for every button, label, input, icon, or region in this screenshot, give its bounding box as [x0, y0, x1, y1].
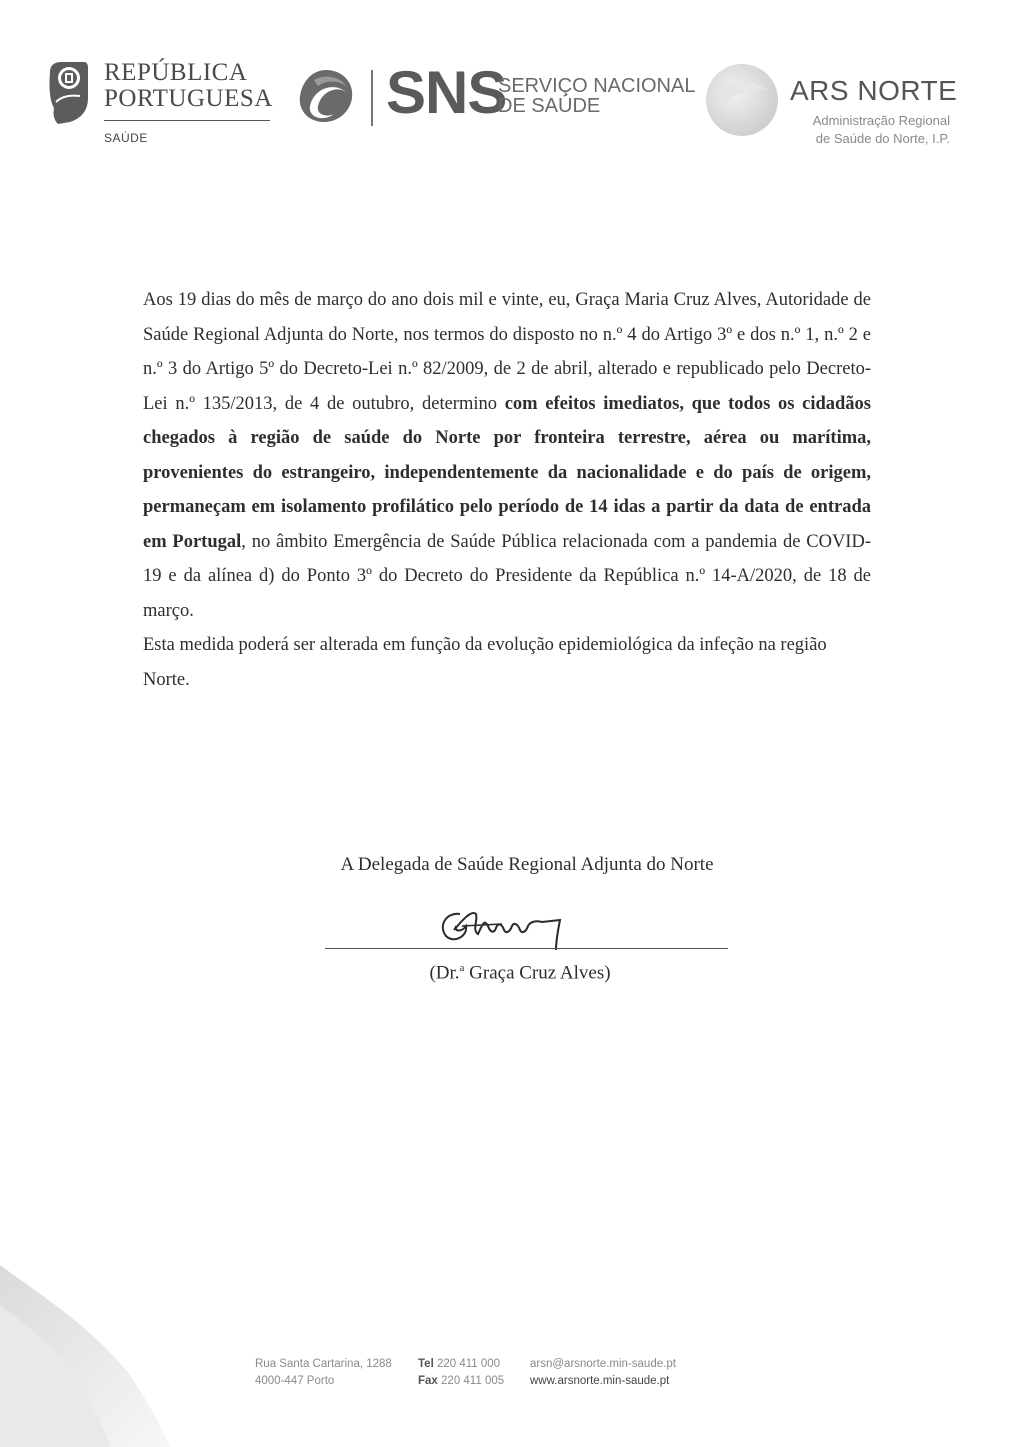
paragraph-legal-basis: , no âmbito Emergência de Saúde Pública relacionada com a pandemia de COVID-19 e da alínea d) do Ponto 3º do Decreto do Presidente da República n.º 14-A/2020, de 18 de março. [143, 531, 871, 621]
footer-fax-label: Fax [418, 1375, 438, 1387]
ars-sub-line1: Administração Regional [812, 113, 950, 128]
sns-name-line1: SERVIÇO NACIONAL [498, 75, 696, 97]
footer-contacts [530, 1356, 676, 1390]
signer-title-superscript: a [459, 962, 465, 974]
footer-address-line2: 4000-447 Porto [255, 1375, 335, 1387]
sns-full-name [498, 76, 695, 116]
republica-portuguesa-wordmark [104, 60, 273, 112]
republica-line2: PORTUGUESA [104, 85, 273, 112]
republica-divider [104, 120, 270, 121]
ars-norte-subtitle [790, 112, 950, 148]
signer-full-name: Graça Cruz Alves) [464, 962, 611, 984]
footer-phone [418, 1356, 504, 1390]
signature-line [325, 948, 728, 949]
footer-address-line1: Rua Santa Cartarina, 1288 [255, 1358, 392, 1370]
signer-name [0, 962, 1024, 984]
footer-tel-label: Tel [418, 1358, 434, 1370]
footer-fax-number: 220 411 005 [441, 1375, 505, 1387]
measure-note-paragraph: Esta medida poderá ser alterada em função da evolução epidemiológica da infeção na região Norte. [143, 635, 827, 690]
footer-decoration-icon [0, 1265, 180, 1447]
footer-tel-row [418, 1356, 504, 1373]
footer-website-link[interactable]: www.arsnorte.min-saude.pt [530, 1375, 670, 1387]
ars-sub-line2: de Saúde do Norte, I.P. [815, 131, 950, 146]
signature-closing: A Delegada de Saúde Regional Adjunta do Norte [340, 854, 714, 875]
ars-norte-logo-icon [702, 60, 782, 140]
republica-line1: REPÚBLICA [104, 59, 248, 86]
handwritten-signature-icon [432, 896, 582, 952]
ars-norte-wordmark: ARS NORTE [790, 75, 958, 106]
signer-title: (Dr. [429, 962, 460, 984]
sns-wordmark: SNS [386, 59, 507, 126]
footer-fax-row [418, 1373, 504, 1390]
sns-swirl-logo-icon [296, 66, 356, 126]
footer-address [255, 1356, 392, 1390]
footer-email[interactable]: arsn@arsnorte.min-saude.pt [530, 1358, 676, 1370]
sns-name-line2: DE SAÚDE [498, 95, 601, 117]
document-body [143, 283, 871, 697]
republica-subtitle: SAÚDE [104, 131, 148, 145]
sns-divider [371, 70, 373, 126]
determination-paragraph [143, 283, 871, 628]
republica-portuguesa-emblem-icon [44, 58, 90, 124]
paragraph-intro: Aos 19 dias do mês de março do ano dois mil e vinte, eu, Graça Maria Cruz Alves, Autoridade de Saúde Regional Adjunta do Norte, nos termos do disposto no n.º 4 do Artigo 3º e dos n.º 1, n.º 2 e n.º 3 do Artigo 5º do Decreto-Lei n.º 82/2009, de 2 de abril, alterado e republicado pelo Decreto-Lei n.º 135/2013, de 4 de outubro, determino [143, 290, 871, 414]
paragraph-bold-determination: com efeitos imediatos, que todos os cidadãos chegados à região de saúde do Norte por fronteira terrestre, aérea ou marítima, provenientes do estrangeiro, independentemente da nacionalidade e do país de origem, permaneçam em isolamento profilático pelo período de 14 idas a partir da data de entrada em Portugal [143, 393, 871, 552]
letterhead [0, 0, 1024, 170]
footer-tel-number: 220 411 000 [436, 1358, 501, 1370]
